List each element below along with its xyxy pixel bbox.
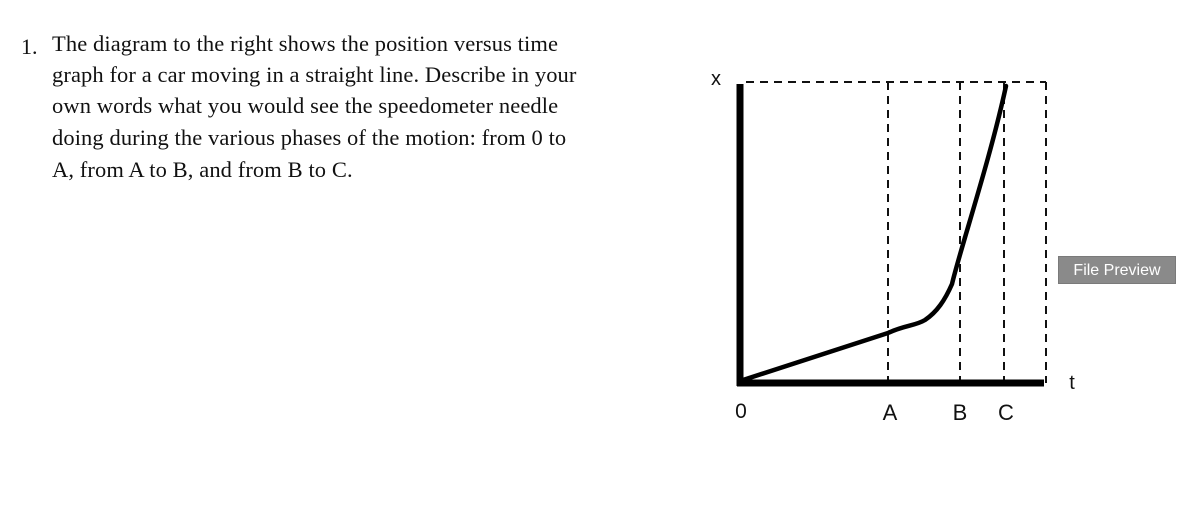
question-line: graph for a car moving in a straight line. Describe in your bbox=[52, 62, 577, 87]
question-line: A, from A to B, and from B to C. bbox=[52, 157, 353, 182]
marker-b-label: B bbox=[952, 400, 968, 425]
y-axis-label: x bbox=[711, 68, 721, 90]
question-line: own words what you would see the speedometer needle bbox=[52, 93, 559, 118]
file-preview-button[interactable]: File Preview bbox=[1058, 256, 1176, 284]
question-line: doing during the various phases of the motion: from 0 to bbox=[52, 125, 567, 150]
marker-c-label: C bbox=[998, 400, 1014, 425]
x-axis-label: t bbox=[1069, 372, 1075, 394]
marker-a-label: A bbox=[882, 400, 898, 425]
position-curve bbox=[743, 86, 1006, 380]
question-line: The diagram to the right shows the position versus time bbox=[52, 31, 559, 56]
origin-label: 0 bbox=[735, 400, 747, 423]
question-number: 1. bbox=[21, 34, 38, 59]
